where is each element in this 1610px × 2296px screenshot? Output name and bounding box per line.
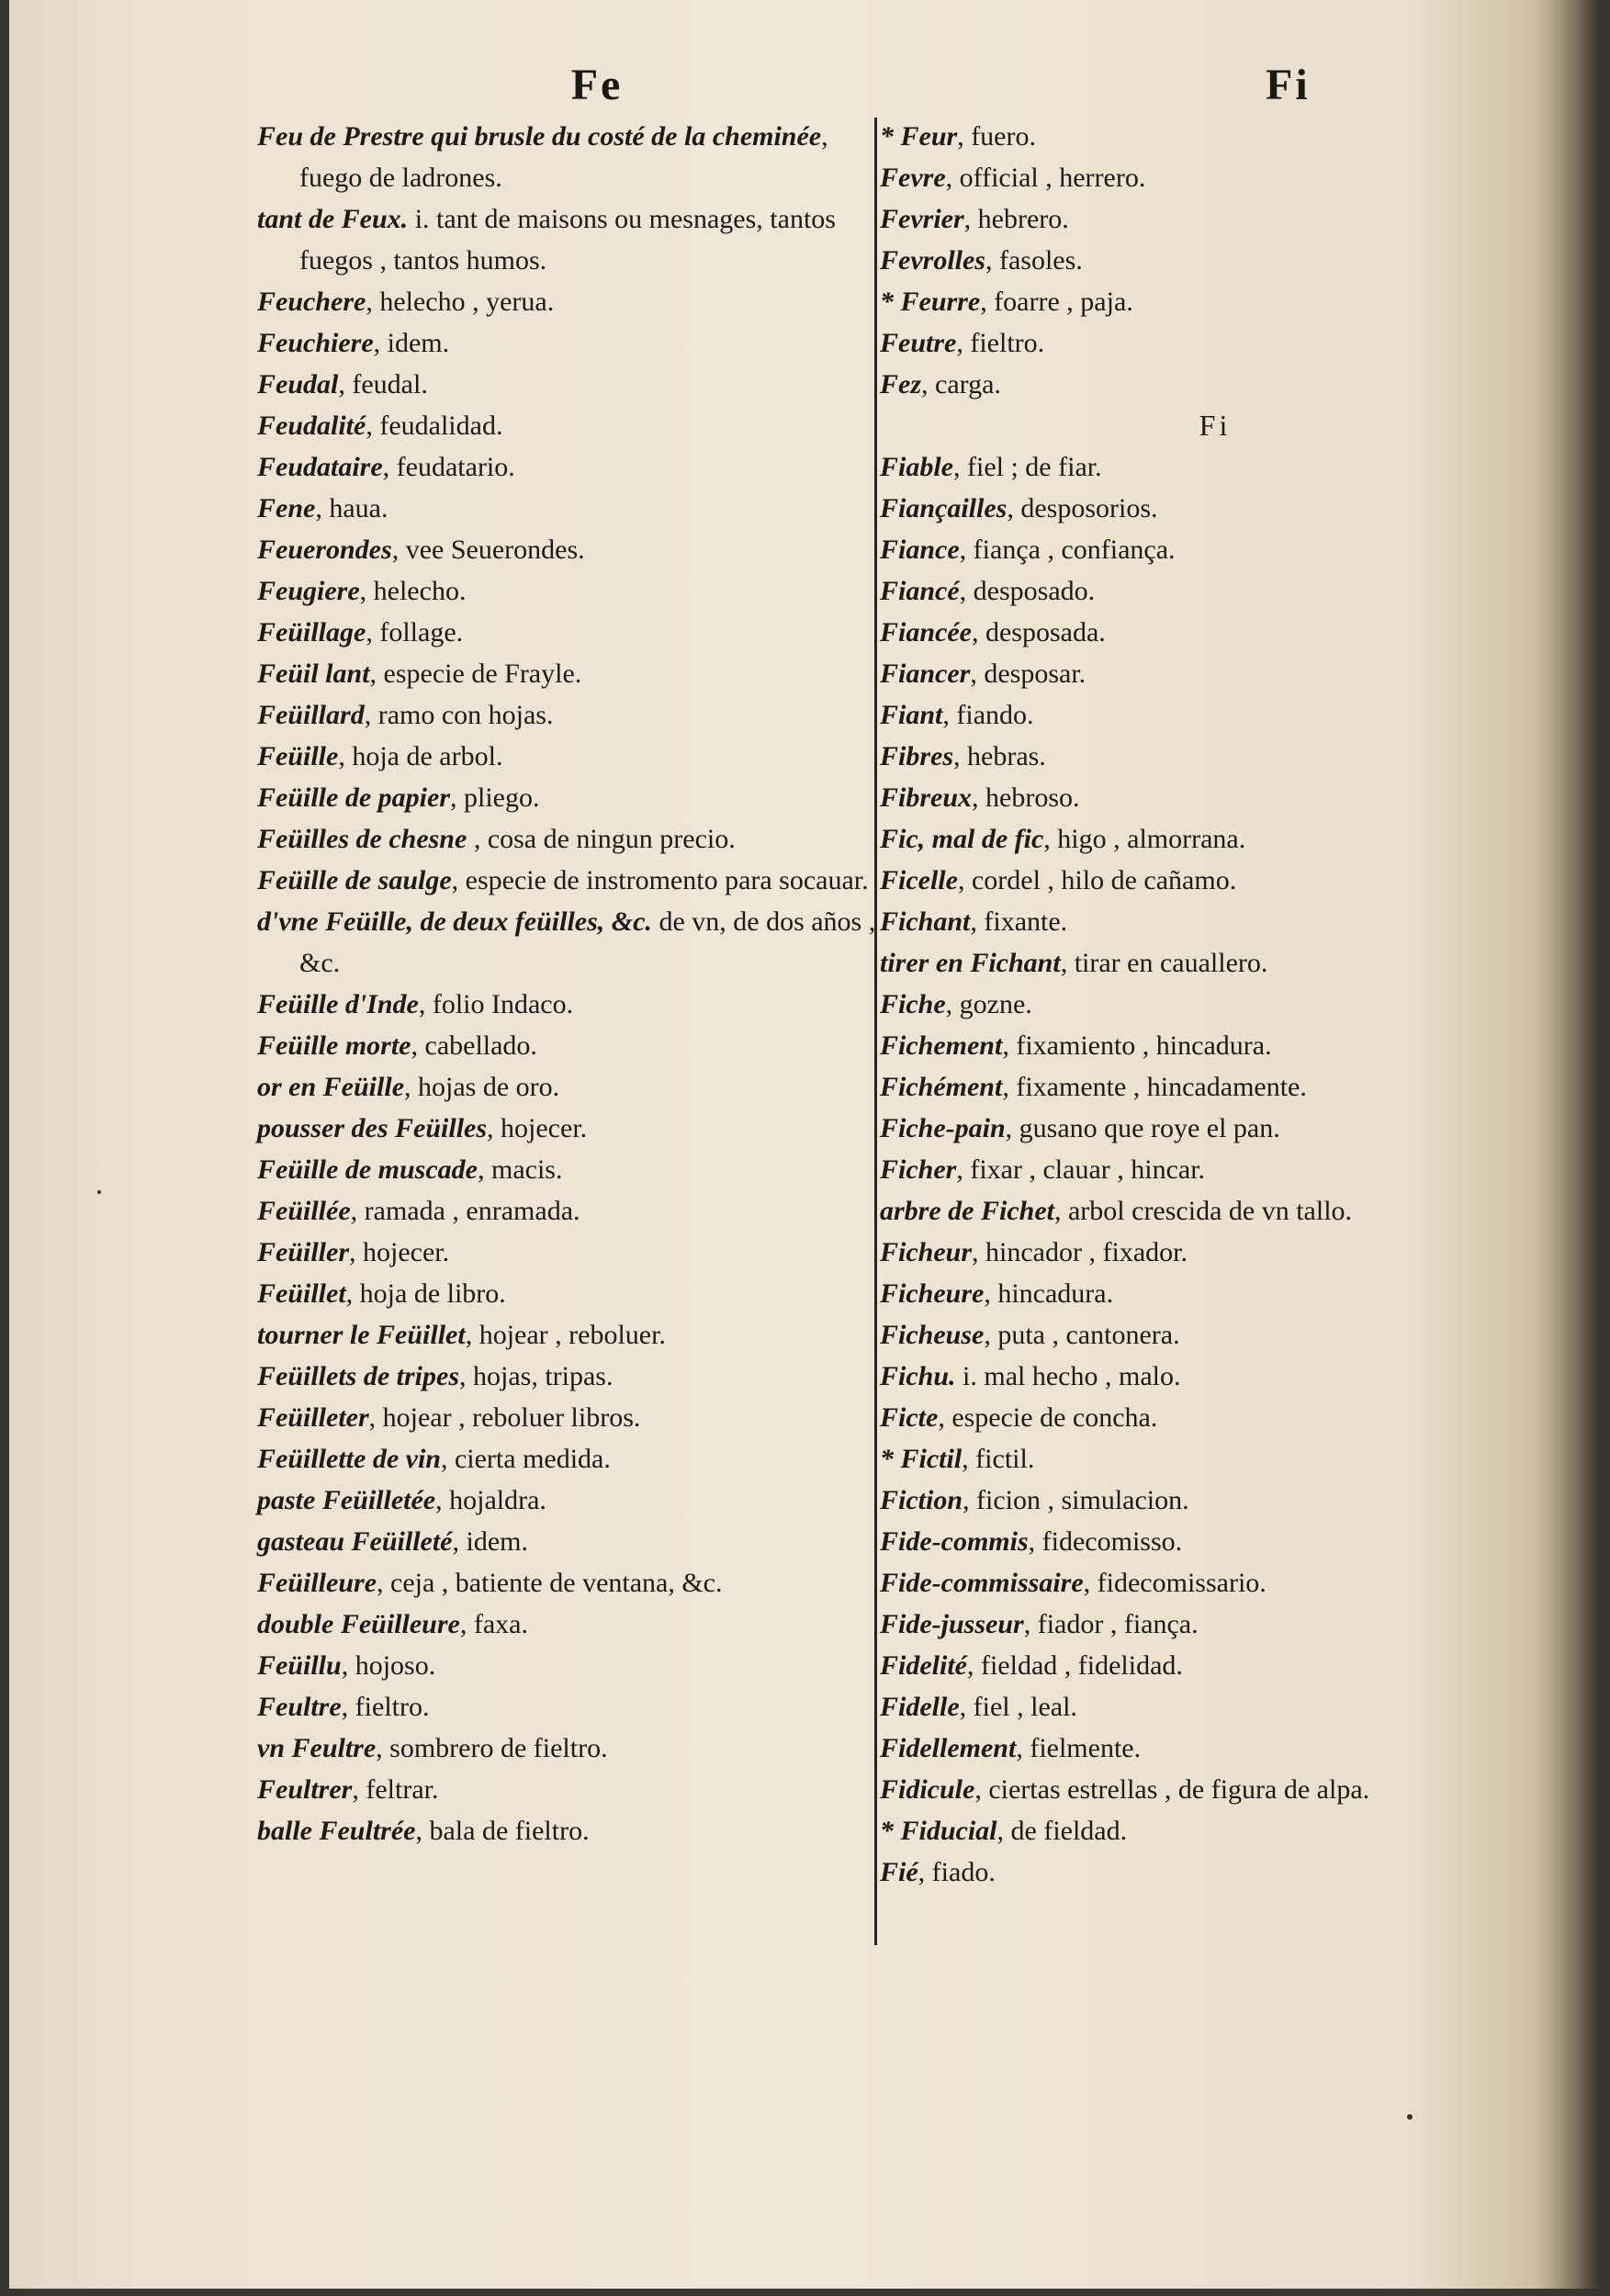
entry-definition: , pliego. <box>449 782 540 813</box>
entry-definition: , faxa. <box>459 1609 528 1639</box>
dictionary-entry <box>880 1686 1514 1728</box>
dictionary-entry <box>880 1438 1514 1480</box>
dictionary-entry <box>257 281 882 322</box>
entry-definition: , fidecomisso. <box>1028 1526 1183 1557</box>
entry-definition: , puta , cantonera. <box>984 1320 1180 1350</box>
entry-definition: , carga. <box>921 369 1001 400</box>
entry-definition: , fixar , clauar , hincar. <box>956 1154 1206 1185</box>
dictionary-entry <box>257 1273 882 1314</box>
dictionary-entry <box>880 1149 1514 1190</box>
dictionary-entry <box>880 1480 1514 1521</box>
right-entry-list-top <box>880 116 1514 405</box>
entry-definition: , feudal. <box>338 369 428 400</box>
entry-definition: , desposado. <box>959 576 1096 606</box>
entry-definition: , fiança , confiança. <box>959 535 1176 565</box>
dictionary-entry <box>880 860 1514 901</box>
entry-headword: Fibres <box>880 741 954 771</box>
dictionary-entry <box>880 777 1514 818</box>
entry-definition: , fiel , leal. <box>959 1692 1077 1722</box>
binding-shadow <box>1534 0 1598 2289</box>
entry-headword: Feüillage <box>257 617 366 647</box>
entry-definition: , hebroso. <box>972 782 1080 813</box>
entry-definition: , fidecomissario. <box>1083 1568 1267 1598</box>
entry-definition: , especie de concha. <box>938 1402 1158 1433</box>
dictionary-entry <box>880 570 1514 612</box>
entry-definition: , bala de fieltro. <box>415 1816 590 1846</box>
dictionary-entry <box>257 984 882 1025</box>
dictionary-entry <box>257 1066 882 1108</box>
entry-headword: pousser des Feüilles <box>257 1113 488 1143</box>
ink-speck <box>97 1190 101 1194</box>
entry-headword: Fevrier <box>880 204 964 234</box>
entry-headword: Feüillette de vin <box>257 1444 441 1474</box>
dictionary-entry <box>880 1769 1514 1810</box>
entry-definition: , hebrero. <box>963 204 1069 234</box>
dictionary-entry <box>257 653 882 694</box>
entry-headword: Fiançailles <box>880 493 1008 523</box>
entry-headword: Feüiller <box>257 1237 350 1267</box>
entry-definition: de vn, de dos años , &c. <box>299 906 876 978</box>
dictionary-entry <box>880 240 1514 281</box>
entry-definition: , hincadura. <box>984 1278 1114 1309</box>
entry-headword: Feuerondes <box>257 535 392 565</box>
dictionary-entry <box>257 1686 882 1728</box>
entry-definition: i. tant de maisons ou mesnages, tantos fuegos , tantos humos. <box>299 204 836 276</box>
entry-headword: Feüillu <box>257 1650 342 1681</box>
entry-definition: , fiador , fiança. <box>1023 1609 1199 1639</box>
entry-headword: Feugiere <box>257 576 360 606</box>
entry-headword: Fichément <box>880 1072 1003 1102</box>
entry-headword: Fevre <box>880 163 946 193</box>
dictionary-entry <box>257 860 882 901</box>
entry-definition: , cierta medida. <box>440 1444 611 1474</box>
dictionary-entry <box>880 1314 1514 1356</box>
dictionary-entry <box>257 736 882 777</box>
entry-headword: Ficheur <box>880 1237 973 1267</box>
entry-headword: Ficheure <box>880 1278 985 1309</box>
entry-definition: , official , herrero. <box>945 163 1146 193</box>
entry-headword: Feüillets de tripes <box>257 1361 459 1391</box>
entry-definition: , ficion , simulacion. <box>963 1485 1189 1515</box>
dictionary-entry <box>257 612 882 653</box>
dictionary-entry <box>880 157 1514 198</box>
entry-headword: Ficte <box>880 1402 939 1433</box>
entry-headword: Feüilleure <box>257 1568 377 1598</box>
dictionary-entry <box>880 364 1514 405</box>
entry-headword: arbre de Fichet <box>880 1196 1054 1226</box>
entry-definition: , tirar en cauallero. <box>1060 948 1268 978</box>
dictionary-entry <box>257 1769 882 1810</box>
left-entry-list <box>257 116 882 1851</box>
dictionary-entry <box>880 1562 1514 1604</box>
entry-headword: d'vne Feüille, de deux feüilles, &c. <box>257 906 652 937</box>
entry-headword: tant de Feux. <box>257 204 409 234</box>
dictionary-entry <box>257 116 882 198</box>
left-column-header: Fe <box>570 61 624 109</box>
dictionary-entry <box>880 281 1514 322</box>
entry-definition: , ciertas estrellas , de figura de alpa. <box>974 1774 1370 1805</box>
entry-definition: , cordel , hilo de cañamo. <box>957 865 1237 895</box>
entry-definition: , fiado. <box>918 1857 996 1887</box>
entry-headword: Feudal <box>257 369 339 400</box>
section-subheader: Fi <box>1199 409 1232 442</box>
entry-headword: Fichu. <box>880 1361 956 1391</box>
entry-definition: , folio Indaco. <box>418 989 574 1019</box>
dictionary-entry <box>257 1232 882 1273</box>
entry-headword: Fiance <box>880 535 960 565</box>
entry-definition: , fiel ; de fiar. <box>953 452 1102 482</box>
entry-headword: Fiche <box>880 989 946 1019</box>
dictionary-entry <box>257 1149 882 1190</box>
dictionary-entry <box>880 1645 1514 1686</box>
dictionary-entry <box>257 1480 882 1521</box>
entry-definition: , vee Seuerondes. <box>391 535 585 565</box>
dictionary-entry <box>880 1728 1514 1769</box>
entry-definition: , hojas de oro. <box>404 1072 560 1102</box>
entry-definition: , macis. <box>477 1154 563 1185</box>
entry-headword: Fiable <box>880 452 953 482</box>
left-column <box>257 55 882 1851</box>
entry-headword: Fiancée <box>880 617 972 647</box>
dictionary-entry <box>257 1397 882 1438</box>
dictionary-entry <box>880 1066 1514 1108</box>
entry-headword: Fiction <box>880 1485 963 1515</box>
dictionary-entry <box>257 694 882 736</box>
entry-definition: , hebras. <box>953 741 1046 771</box>
entry-definition: , ceja , batiente de ventana, &c. <box>377 1568 723 1598</box>
ink-speck <box>1407 2114 1413 2120</box>
entry-headword: Fiancé <box>880 576 960 606</box>
dictionary-entry <box>880 322 1514 364</box>
entry-headword: Feüillée <box>257 1196 351 1226</box>
entry-headword: Fide-commis <box>880 1526 1029 1557</box>
entry-headword: Feuchiere <box>257 328 374 358</box>
dictionary-entry <box>880 1604 1514 1645</box>
entry-definition: , ramada , enramada. <box>350 1196 580 1226</box>
dictionary-entry <box>880 1108 1514 1149</box>
entry-headword: Feüille morte <box>257 1030 411 1061</box>
dictionary-entry <box>257 405 882 446</box>
entry-headword: Feüillet <box>257 1278 346 1309</box>
entry-definition: , hincador , fixador. <box>972 1237 1188 1267</box>
entry-definition: , arbol crescida de vn tallo. <box>1053 1196 1353 1226</box>
entry-headword: Fibreux <box>880 782 973 813</box>
entry-definition: i. mal hecho , malo. <box>955 1361 1181 1391</box>
right-column <box>880 55 1514 1893</box>
dictionary-entry <box>257 777 882 818</box>
entry-definition: , fuego de ladrones. <box>299 121 828 193</box>
dictionary-entry <box>257 1356 882 1397</box>
entry-headword: Fene <box>257 493 316 523</box>
dictionary-entry <box>880 653 1514 694</box>
dictionary-entry <box>880 694 1514 736</box>
dictionary-entry <box>880 1356 1514 1397</box>
entry-definition: , fasoles. <box>985 245 1083 276</box>
entry-definition: , desposorios. <box>1007 493 1158 523</box>
dictionary-entry <box>880 1521 1514 1562</box>
entry-definition: , fuero. <box>957 121 1036 152</box>
dictionary-entry <box>880 984 1514 1025</box>
dictionary-entry <box>257 1604 882 1645</box>
entry-headword: Feultre <box>257 1692 342 1722</box>
entry-headword: * Feur <box>880 121 958 152</box>
entry-headword: Fide-commissaire <box>880 1568 1084 1598</box>
entry-definition: , cabellado. <box>411 1030 537 1061</box>
entry-definition: , especie de Frayle. <box>369 658 582 689</box>
dictionary-entry <box>880 1190 1514 1232</box>
entry-definition: , helecho. <box>359 576 467 606</box>
entry-headword: gasteau Feüilleté <box>257 1526 453 1557</box>
entry-definition: , sombrero de fieltro. <box>376 1733 608 1763</box>
entry-headword: or en Feüille <box>257 1072 405 1102</box>
entry-definition: , feltrar. <box>352 1774 439 1805</box>
dictionary-entry <box>257 1108 882 1149</box>
entry-definition: , fieltro. <box>341 1692 430 1722</box>
entry-headword: Fidelité <box>880 1650 967 1681</box>
entry-headword: vn Feultre <box>257 1733 377 1763</box>
entry-headword: Feudalité <box>257 411 366 441</box>
dictionary-entry <box>257 1521 882 1562</box>
dictionary-entry <box>880 818 1514 860</box>
entry-headword: Feüille de muscade <box>257 1154 478 1185</box>
entry-definition: , especie de instromento para socauar. <box>451 865 869 895</box>
entry-definition: , foarre , paja. <box>980 287 1133 317</box>
entry-definition: , fixante. <box>970 906 1068 937</box>
entry-headword: Fiant <box>880 700 943 730</box>
entry-headword: Feutre <box>880 328 957 358</box>
entry-headword: double Feüilleure <box>257 1609 460 1639</box>
dictionary-entry <box>257 529 882 570</box>
entry-definition: , hojas, tripas. <box>459 1361 614 1391</box>
entry-definition: , hoja de arbol. <box>338 741 503 771</box>
dictionary-entry <box>257 364 882 405</box>
entry-definition: , haua. <box>315 493 388 523</box>
dictionary-entry <box>257 1190 882 1232</box>
entry-definition: , gozne. <box>945 989 1032 1019</box>
entry-definition: , desposar. <box>970 658 1086 689</box>
entry-headword: Ficheuse <box>880 1320 985 1350</box>
entry-headword: * Feurre <box>880 287 981 317</box>
right-column-header: Fi <box>1266 61 1311 109</box>
dictionary-entry <box>257 488 882 529</box>
entry-headword: Fiche-pain <box>880 1113 1006 1143</box>
entry-definition: , hojaldra. <box>435 1485 546 1515</box>
dictionary-entry <box>257 1562 882 1604</box>
dictionary-entry <box>257 818 882 860</box>
entry-definition: , fixamiento , hincadura. <box>1002 1030 1272 1061</box>
dictionary-entry <box>880 612 1514 653</box>
entry-headword: * Fictil <box>880 1444 963 1474</box>
entry-definition: , hojear , reboluer libros. <box>368 1402 641 1433</box>
entry-headword: Feüille de papier <box>257 782 450 813</box>
dictionary-entry <box>880 942 1514 984</box>
entry-definition: , gusano que roye el pan. <box>1005 1113 1280 1143</box>
entry-definition: , ramo con hojas. <box>364 700 554 730</box>
entry-headword: Fez <box>880 369 921 400</box>
dictionary-entry <box>257 1810 882 1851</box>
entry-headword: Fidelle <box>880 1692 960 1722</box>
entry-definition: , fieldad , fidelidad. <box>966 1650 1183 1681</box>
entry-headword: Fidellement <box>880 1733 1017 1763</box>
dictionary-entry <box>880 1025 1514 1066</box>
entry-headword: Feuchere <box>257 287 366 317</box>
dictionary-entry <box>880 1397 1514 1438</box>
dictionary-entry <box>880 736 1514 777</box>
dictionary-entry <box>880 198 1514 240</box>
entry-headword: Feüil lant <box>257 658 370 689</box>
entry-definition: , hojoso. <box>341 1650 436 1681</box>
entry-definition: , hojecer. <box>487 1113 588 1143</box>
dictionary-entry <box>257 1728 882 1769</box>
dictionary-entry <box>880 446 1514 488</box>
entry-definition: , fixamente , hincadamente. <box>1002 1072 1307 1102</box>
dictionary-entry <box>257 570 882 612</box>
entry-definition: , hoja de libro. <box>345 1278 506 1309</box>
entry-definition: , feudalidad. <box>366 411 503 441</box>
entry-definition: , higo , almorrana. <box>1043 824 1246 854</box>
dictionary-entry <box>257 1438 882 1480</box>
entry-definition: , helecho , yerua. <box>366 287 555 317</box>
dictionary-entry <box>880 488 1514 529</box>
entry-headword: Fidicule <box>880 1774 975 1805</box>
entry-headword: tourner le Feüillet <box>257 1320 466 1350</box>
entry-definition: , desposada. <box>971 617 1106 647</box>
entry-definition: , fiando. <box>942 700 1034 730</box>
entry-headword: Fichant <box>880 906 971 937</box>
entry-definition: , fieltro. <box>956 328 1045 358</box>
entry-headword: Fiancer <box>880 658 971 689</box>
entry-definition: , feudatario. <box>382 452 515 482</box>
entry-headword: Fic, mal de fic <box>880 824 1044 854</box>
entry-definition: , de fieldad. <box>996 1816 1128 1846</box>
entry-headword: Feüille de saulge <box>257 865 452 895</box>
dictionary-entry <box>880 1810 1514 1851</box>
entry-definition: , follage. <box>366 617 464 647</box>
dictionary-entry <box>257 1645 882 1686</box>
right-entry-list-bottom <box>880 446 1514 1893</box>
entry-headword: Feüilleter <box>257 1402 369 1433</box>
dictionary-page <box>9 0 1598 2289</box>
entry-definition: , cosa de ningun precio. <box>467 824 736 854</box>
entry-headword: Ficelle <box>880 865 958 895</box>
entry-definition: , fictil. <box>962 1444 1035 1474</box>
entry-headword: Ficher <box>880 1154 957 1185</box>
dictionary-entry <box>880 1232 1514 1273</box>
entry-headword: paste Feüilletée <box>257 1485 436 1515</box>
entry-headword: Fié <box>880 1857 918 1887</box>
entry-headword: Feu de Prestre qui brusle du costé de la cheminée <box>257 121 822 152</box>
entry-definition: , fielmente. <box>1016 1733 1142 1763</box>
dictionary-entry <box>257 901 882 984</box>
entry-headword: Fichement <box>880 1030 1003 1061</box>
entry-headword: Fide-jusseur <box>880 1609 1024 1639</box>
dictionary-entry <box>257 1025 882 1066</box>
entry-headword: Feüille <box>257 741 339 771</box>
dictionary-entry <box>880 529 1514 570</box>
entry-headword: balle Feultrée <box>257 1816 416 1846</box>
entry-headword: tirer en Fichant <box>880 948 1061 978</box>
entry-headword: Feultrer <box>257 1774 353 1805</box>
entry-headword: Feudataire <box>257 452 383 482</box>
entry-headword: Feüille d'Inde <box>257 989 419 1019</box>
dictionary-entry <box>257 1314 882 1356</box>
dictionary-entry <box>880 116 1514 157</box>
entry-definition: , idem. <box>452 1526 528 1557</box>
entry-headword: Feüilles de chesne <box>257 824 467 854</box>
entry-definition: , idem. <box>373 328 450 358</box>
dictionary-entry <box>880 1273 1514 1314</box>
dictionary-entry <box>257 446 882 488</box>
dictionary-entry <box>257 198 882 281</box>
entry-definition: , hojear , reboluer. <box>465 1320 666 1350</box>
entry-headword: Fevrolles <box>880 245 985 276</box>
dictionary-entry <box>257 322 882 364</box>
dictionary-entry <box>880 1851 1514 1893</box>
entry-headword: * Fiducial <box>880 1816 997 1846</box>
entry-definition: , hojecer. <box>349 1237 450 1267</box>
dictionary-entry <box>880 901 1514 942</box>
entry-headword: Feüillard <box>257 700 365 730</box>
